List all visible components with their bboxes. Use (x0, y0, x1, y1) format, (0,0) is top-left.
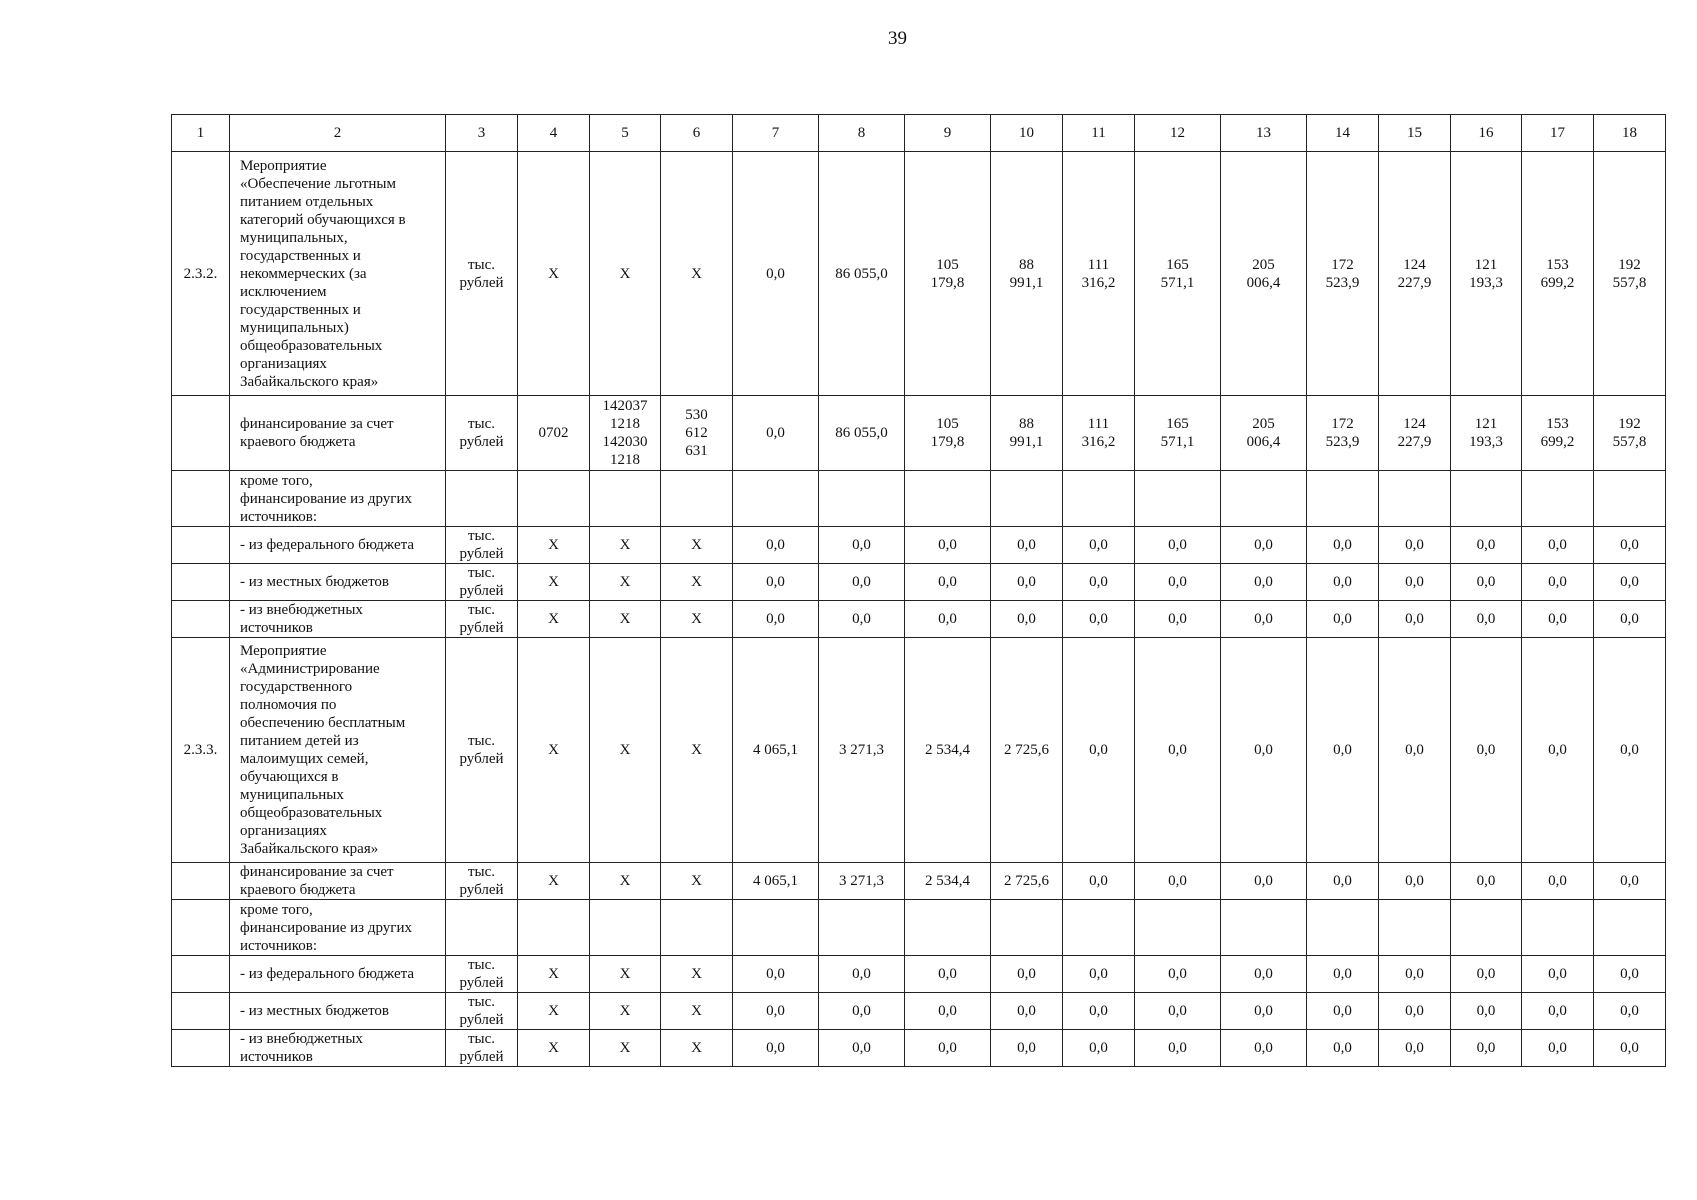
page-number: 39 (888, 28, 907, 49)
table-cell (1221, 471, 1307, 527)
row-name-cell: - из внебюджетных источников (230, 1030, 446, 1067)
table-cell: тыс. рублей (446, 527, 518, 564)
table-row (172, 471, 1666, 527)
table-cell: 0,0 (1063, 956, 1135, 993)
table-cell (1594, 471, 1666, 527)
table-cell: Х (661, 564, 733, 601)
table-cell: 2 534,4 (905, 863, 991, 900)
table-cell: 0,0 (1594, 527, 1666, 564)
table-cell: Х (590, 1030, 661, 1067)
table-cell: 0,0 (1451, 993, 1522, 1030)
table-cell: 0,0 (1307, 993, 1379, 1030)
table-cell: 0,0 (733, 993, 819, 1030)
table-cell: 153 699,2 (1522, 152, 1594, 396)
table-cell: 0,0 (905, 527, 991, 564)
table-cell (905, 471, 991, 527)
table-cell (1221, 900, 1307, 956)
column-number-cell: 6 (661, 115, 733, 152)
table-cell: 0,0 (733, 601, 819, 638)
table-cell: Х (590, 564, 661, 601)
row-name-cell: кроме того, финансирование из других источников: (230, 471, 446, 527)
table-cell: тыс. рублей (446, 956, 518, 993)
table-cell: 0,0 (1063, 527, 1135, 564)
table-cell: Х (518, 1030, 590, 1067)
table-cell: 0,0 (1594, 601, 1666, 638)
table-cell: 530 612 631 (661, 396, 733, 471)
column-number-cell: 14 (1307, 115, 1379, 152)
table-cell: 0,0 (1221, 1030, 1307, 1067)
table-cell: 205 006,4 (1221, 396, 1307, 471)
table-cell: 165 571,1 (1135, 396, 1221, 471)
table-cell: 0,0 (1379, 863, 1451, 900)
column-number-cell: 8 (819, 115, 905, 152)
table-cell: 0,0 (1135, 564, 1221, 601)
table-cell: 121 193,3 (1451, 396, 1522, 471)
table-cell: тыс. рублей (446, 396, 518, 471)
table-cell: 0,0 (1451, 638, 1522, 863)
table-cell (1063, 900, 1135, 956)
table-row (172, 638, 1666, 863)
table-cell: 0,0 (1522, 638, 1594, 863)
table-cell: тыс. рублей (446, 1030, 518, 1067)
table-cell: Х (661, 152, 733, 396)
table-cell (1063, 471, 1135, 527)
table-cell: тыс. рублей (446, 564, 518, 601)
table-cell: 111 316,2 (1063, 152, 1135, 396)
table-cell: 0,0 (733, 152, 819, 396)
table-cell: 0,0 (905, 956, 991, 993)
table-cell: 0,0 (1594, 863, 1666, 900)
table-cell: Х (590, 993, 661, 1030)
table-cell: 142037 1218 142030 1218 (590, 396, 661, 471)
row-name-cell: - из местных бюджетов (230, 993, 446, 1030)
table-cell: 0,0 (991, 527, 1063, 564)
column-number-header (172, 115, 1666, 152)
row-name-cell: - из местных бюджетов (230, 564, 446, 601)
row-code-cell (172, 1030, 230, 1067)
table-cell: 0,0 (905, 993, 991, 1030)
row-code-cell (172, 396, 230, 471)
column-number-cell: 5 (590, 115, 661, 152)
table-cell: 0,0 (733, 1030, 819, 1067)
table-cell: 124 227,9 (1379, 396, 1451, 471)
table-cell (991, 471, 1063, 527)
table-cell: 0,0 (1135, 601, 1221, 638)
table-cell: 153 699,2 (1522, 396, 1594, 471)
table-cell: 0,0 (733, 527, 819, 564)
table-cell: 0,0 (1379, 638, 1451, 863)
table-cell: 0,0 (1221, 601, 1307, 638)
table-row (172, 601, 1666, 638)
table-cell: Х (518, 993, 590, 1030)
table-row (172, 900, 1666, 956)
row-code-cell (172, 564, 230, 601)
table-cell: 0,0 (819, 564, 905, 601)
table-cell: 0,0 (1135, 956, 1221, 993)
table-cell (1307, 900, 1379, 956)
row-name-cell: Мероприятие «Обеспечение льготным питанием отдельных категорий обучающихся в муниципальных, государственных и некоммерческих (за исключением государственных и муниципальных) общеобразовательных организациях Забайкальского края» (230, 152, 446, 396)
table-cell (1379, 900, 1451, 956)
row-name-cell: Мероприятие «Администрирование государственного полномочия по обеспечению бесплатным питанием детей из малоимущих семей, обучающихся в муниципальных общеобразовательных организациях Забайкальского края» (230, 638, 446, 863)
table-cell: 0,0 (819, 601, 905, 638)
table-cell: тыс. рублей (446, 638, 518, 863)
table-cell: 0,0 (905, 564, 991, 601)
table-cell: Х (518, 152, 590, 396)
table-cell: 0,0 (1451, 863, 1522, 900)
row-code-cell: 2.3.2. (172, 152, 230, 396)
column-number-cell: 1 (172, 115, 230, 152)
table-cell: Х (661, 638, 733, 863)
table-cell: 0,0 (1451, 601, 1522, 638)
table-cell: 0,0 (1594, 638, 1666, 863)
column-number-cell: 10 (991, 115, 1063, 152)
table-cell: Х (590, 152, 661, 396)
table-cell: 0,0 (1307, 863, 1379, 900)
table-cell: 124 227,9 (1379, 152, 1451, 396)
table-cell: 0,0 (1594, 956, 1666, 993)
table-cell: Х (590, 863, 661, 900)
table-cell (1594, 900, 1666, 956)
table-cell: 0,0 (1522, 527, 1594, 564)
table-cell: 192 557,8 (1594, 396, 1666, 471)
table-cell (1451, 471, 1522, 527)
table-cell: 3 271,3 (819, 638, 905, 863)
table-cell: 0,0 (1063, 601, 1135, 638)
table-cell: 0,0 (819, 993, 905, 1030)
table-cell (590, 900, 661, 956)
column-number-cell: 12 (1135, 115, 1221, 152)
table-row (172, 396, 1666, 471)
table-cell: тыс. рублей (446, 601, 518, 638)
table-cell (590, 471, 661, 527)
table-cell: 0,0 (991, 1030, 1063, 1067)
table-cell: 0,0 (1522, 863, 1594, 900)
table-cell (1307, 471, 1379, 527)
row-code-cell: 2.3.3. (172, 638, 230, 863)
table-cell: 88 991,1 (991, 152, 1063, 396)
table-cell: Х (661, 1030, 733, 1067)
row-name-cell: - из внебюджетных источников (230, 601, 446, 638)
table-cell: 0,0 (1221, 564, 1307, 601)
table-cell: 0,0 (1522, 993, 1594, 1030)
row-name-cell: - из федерального бюджета (230, 956, 446, 993)
column-number-cell: 17 (1522, 115, 1594, 152)
table-cell: 111 316,2 (1063, 396, 1135, 471)
table-cell: Х (518, 527, 590, 564)
table-cell: 2 725,6 (991, 863, 1063, 900)
table-cell: 0,0 (1379, 993, 1451, 1030)
column-number-cell: 4 (518, 115, 590, 152)
table-cell: Х (518, 863, 590, 900)
column-number-cell: 16 (1451, 115, 1522, 152)
table-cell: 0,0 (1307, 956, 1379, 993)
row-code-cell (172, 601, 230, 638)
table-cell: 121 193,3 (1451, 152, 1522, 396)
table-cell: 0,0 (1379, 956, 1451, 993)
table-cell: 0,0 (1379, 564, 1451, 601)
table-cell: 165 571,1 (1135, 152, 1221, 396)
table-cell: 0,0 (991, 601, 1063, 638)
table-cell: 86 055,0 (819, 396, 905, 471)
table-cell (1135, 900, 1221, 956)
column-number-cell: 3 (446, 115, 518, 152)
table-row (172, 1030, 1666, 1067)
table-cell: 0,0 (1135, 863, 1221, 900)
table-cell: Х (590, 956, 661, 993)
column-number-cell: 2 (230, 115, 446, 152)
table-cell (733, 471, 819, 527)
row-name-cell: финансирование за счет краевого бюджета (230, 396, 446, 471)
table-cell: 0,0 (1221, 527, 1307, 564)
table-cell: 0,0 (1451, 527, 1522, 564)
table-cell: 0,0 (819, 1030, 905, 1067)
table-cell: 205 006,4 (1221, 152, 1307, 396)
row-code-cell (172, 900, 230, 956)
table-cell: 0,0 (1135, 527, 1221, 564)
table-cell: Х (661, 601, 733, 638)
table-cell: 0,0 (1451, 1030, 1522, 1067)
table-cell (991, 900, 1063, 956)
table-cell: 0,0 (991, 956, 1063, 993)
table-cell (661, 471, 733, 527)
table-cell: 0,0 (733, 956, 819, 993)
table-cell: 0,0 (991, 564, 1063, 601)
row-code-cell (172, 527, 230, 564)
row-code-cell (172, 993, 230, 1030)
row-name-cell: - из федерального бюджета (230, 527, 446, 564)
table-cell: 0,0 (1307, 564, 1379, 601)
table-cell: тыс. рублей (446, 152, 518, 396)
table-cell: 0,0 (905, 601, 991, 638)
budget-table (171, 114, 1666, 1067)
table-cell (446, 471, 518, 527)
table-cell (518, 471, 590, 527)
table-cell: 192 557,8 (1594, 152, 1666, 396)
table-cell (1522, 900, 1594, 956)
table-row (172, 152, 1666, 396)
table-cell: 0,0 (1063, 993, 1135, 1030)
table-cell: 0,0 (1221, 638, 1307, 863)
table-cell: 0,0 (819, 527, 905, 564)
table-cell (819, 900, 905, 956)
table-cell (819, 471, 905, 527)
table-cell (1522, 471, 1594, 527)
table-cell: 0702 (518, 396, 590, 471)
table-cell: 0,0 (1221, 993, 1307, 1030)
table-cell: 0,0 (1063, 1030, 1135, 1067)
table-cell: Х (590, 638, 661, 863)
table-cell: 88 991,1 (991, 396, 1063, 471)
table-cell (905, 900, 991, 956)
table-cell: 0,0 (1451, 564, 1522, 601)
table-cell: 0,0 (819, 956, 905, 993)
column-number-cell: 9 (905, 115, 991, 152)
table-cell (1451, 900, 1522, 956)
table-cell: тыс. рублей (446, 863, 518, 900)
table-row (172, 527, 1666, 564)
table-cell: 172 523,9 (1307, 396, 1379, 471)
table-cell: Х (661, 956, 733, 993)
table-cell: 3 271,3 (819, 863, 905, 900)
row-code-cell (172, 471, 230, 527)
table-cell: 0,0 (1307, 638, 1379, 863)
table-cell: 0,0 (1135, 638, 1221, 863)
table-cell: 0,0 (1522, 601, 1594, 638)
table-cell: 4 065,1 (733, 638, 819, 863)
table-cell: Х (518, 956, 590, 993)
table-cell (1379, 471, 1451, 527)
table-cell: 0,0 (905, 1030, 991, 1067)
table-cell: 0,0 (733, 564, 819, 601)
table-cell (1135, 471, 1221, 527)
column-number-cell: 15 (1379, 115, 1451, 152)
table-cell: 2 725,6 (991, 638, 1063, 863)
column-number-cell: 18 (1594, 115, 1666, 152)
table-cell: 0,0 (1594, 1030, 1666, 1067)
table-cell: 172 523,9 (1307, 152, 1379, 396)
table-row (172, 564, 1666, 601)
table-row (172, 993, 1666, 1030)
row-code-cell (172, 956, 230, 993)
table-cell: тыс. рублей (446, 993, 518, 1030)
table-cell: Х (518, 564, 590, 601)
row-name-cell: кроме того, финансирование из других источников: (230, 900, 446, 956)
table-cell: 0,0 (1379, 527, 1451, 564)
table-cell: 105 179,8 (905, 152, 991, 396)
table-cell: 0,0 (1221, 863, 1307, 900)
table-cell: Х (518, 601, 590, 638)
column-number-cell: 11 (1063, 115, 1135, 152)
column-number-cell: 13 (1221, 115, 1307, 152)
table-cell (661, 900, 733, 956)
row-name-cell: финансирование за счет краевого бюджета (230, 863, 446, 900)
budget-table-container (171, 114, 1665, 1067)
table-cell: 2 534,4 (905, 638, 991, 863)
table-cell: 0,0 (1379, 601, 1451, 638)
table-cell: 0,0 (1522, 1030, 1594, 1067)
table-cell: 0,0 (1379, 1030, 1451, 1067)
table-cell: 0,0 (733, 396, 819, 471)
table-cell: 0,0 (1221, 956, 1307, 993)
table-cell: 86 055,0 (819, 152, 905, 396)
table-cell: 0,0 (1307, 601, 1379, 638)
table-cell (733, 900, 819, 956)
table-row (172, 863, 1666, 900)
table-cell (446, 900, 518, 956)
table-cell: Х (661, 993, 733, 1030)
column-number-cell: 7 (733, 115, 819, 152)
table-cell: 0,0 (991, 993, 1063, 1030)
table-row (172, 956, 1666, 993)
table-cell: 0,0 (1307, 1030, 1379, 1067)
table-cell: Х (590, 527, 661, 564)
table-cell: 0,0 (1135, 1030, 1221, 1067)
table-cell: 0,0 (1522, 956, 1594, 993)
table-cell: 105 179,8 (905, 396, 991, 471)
table-cell: 0,0 (1594, 993, 1666, 1030)
table-cell: 0,0 (1451, 956, 1522, 993)
table-cell: Х (590, 601, 661, 638)
table-cell: Х (518, 638, 590, 863)
table-cell: 4 065,1 (733, 863, 819, 900)
table-cell: 0,0 (1063, 863, 1135, 900)
table-cell: Х (661, 863, 733, 900)
row-code-cell (172, 863, 230, 900)
table-cell: 0,0 (1307, 527, 1379, 564)
table-cell (518, 900, 590, 956)
table-cell: 0,0 (1063, 564, 1135, 601)
table-cell: 0,0 (1063, 638, 1135, 863)
table-cell: 0,0 (1594, 564, 1666, 601)
table-cell: Х (661, 527, 733, 564)
table-cell: 0,0 (1135, 993, 1221, 1030)
table-cell: 0,0 (1522, 564, 1594, 601)
